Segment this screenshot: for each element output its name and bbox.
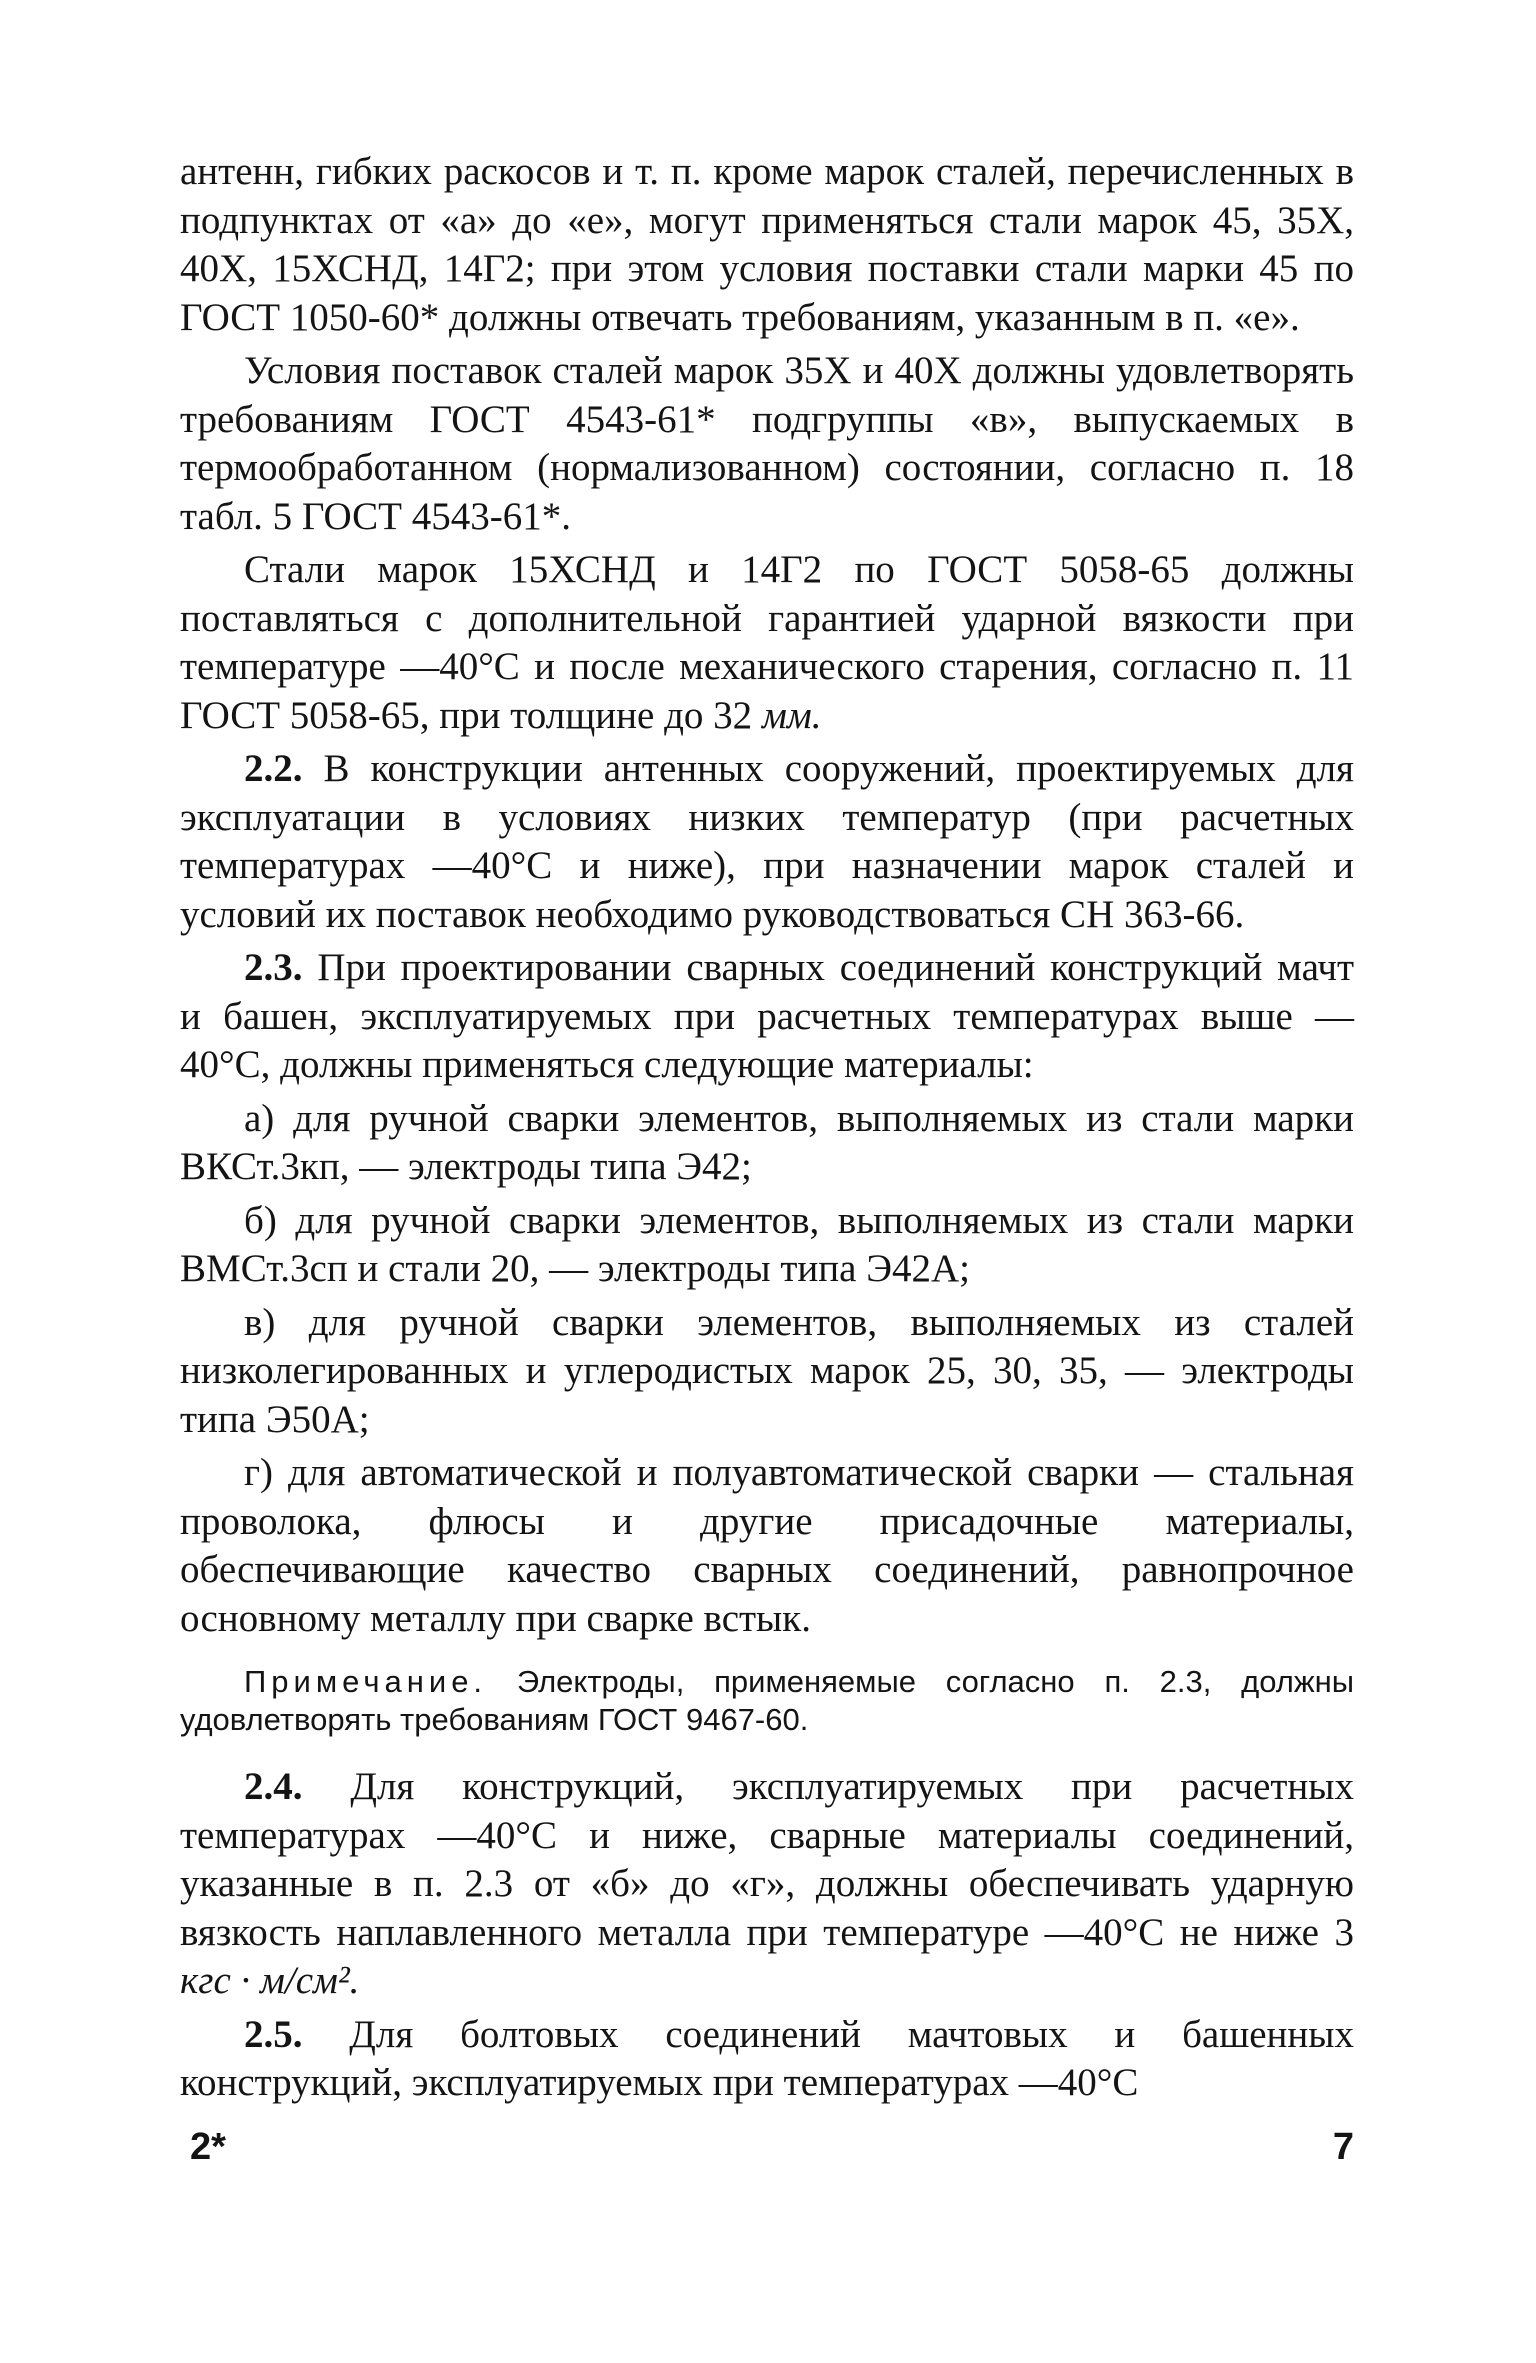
section-2-2-number: 2.2. (244, 747, 303, 790)
note (180, 1663, 1354, 1739)
list-item-g (180, 1449, 1354, 1643)
section-2-3-number: 2.3. (244, 946, 303, 989)
paragraph-steel-supply-conditions-text: Условия поставок сталей марок 35Х и 40Х должны удовлетворять требованиям ГОСТ 4543-61* подгруппы «в», выпускаемых в термообработанном (нормализованном) состоянии, согласно п. 18 табл. 5 ГОСТ 4543-61*. (180, 349, 1354, 538)
page-footer (180, 2126, 1354, 2174)
section-2-5-number: 2.5. (244, 2012, 303, 2056)
page-number: 7 (1332, 2126, 1354, 2168)
section-2-4 (180, 1763, 1354, 2006)
paragraph-continuation-text: антенн, гибких раскосов и т. п. кроме марок сталей, перечисленных в подпунктах от «а» до «е», могут применяться стали марок 45, 35Х, 40Х, 15ХСНД, 14Г2; при этом условия поставки стали марки 45 по ГОСТ 1050-60* должны отвечать требованиям, указанным в п. «е». (180, 150, 1354, 339)
list-item-a-text: а) для ручной сварки элементов, выполняемых из стали марки ВКСт.3кп, — электроды типа Э42; (180, 1096, 1354, 1188)
list-item-b (180, 1197, 1354, 1294)
unit-mm: мм. (761, 693, 822, 737)
paragraph-impact-toughness (180, 546, 1354, 740)
list-item-v (180, 1299, 1354, 1445)
section-2-5-text: Для болтовых соединений мачтовых и башенных конструкций, эксплуатируемых при температурах —40°С (180, 2012, 1355, 2104)
signature-mark: 2* (190, 2126, 226, 2168)
section-2-3-text: При проектировании сварных соединений конструкций мачт и башен, эксплуатируемых при расчетных температурах выше —40°С, должны применяться следующие материалы: (180, 946, 1355, 1086)
section-2-4-number: 2.4. (244, 1765, 303, 1808)
unit-kgs-m-cm2: кгс · м/см². (180, 1959, 360, 2002)
note-label: Примечание. (244, 1664, 488, 1699)
section-2-3 (180, 944, 1354, 1090)
list-item-b-text: б) для ручной сварки элементов, выполняемых из стали марки ВМСт.3сп и стали 20, — электроды типа Э42А; (180, 1198, 1354, 1290)
list-item-a (180, 1095, 1354, 1192)
section-2-2-text: В конструкции антенных сооружений, проектируемых для эксплуатации в условиях низких температур (при расчетных температурах —40°С и ниже), при назначении марок сталей и условий их поставок необходимо руководствоваться СН 363-66. (180, 747, 1354, 936)
list-item-v-text: в) для ручной сварки элементов, выполняемых из сталей низколегированных и углеродистых марок 25, 30, 35, — электроды типа Э50А; (180, 1300, 1354, 1441)
list-item-g-text: г) для автоматической и полуавтоматической сварки — стальная проволока, флюсы и другие присадочные материалы, обеспечивающие качество сварных соединений, равнопрочное основному металлу при сварке встык. (180, 1451, 1354, 1640)
section-2-5 (180, 2011, 1354, 2108)
section-2-2 (180, 745, 1354, 939)
paragraph-impact-toughness-text: Стали марок 15ХСНД и 14Г2 по ГОСТ 5058-65 должны поставляться с дополнительной гарантией ударной вязкости при температуре —40°С и после механического старения, согласно п. 11 ГОСТ 5058-65, при толщине до 32 (180, 548, 1354, 737)
paragraph-steel-supply-conditions (180, 347, 1354, 541)
note-text: Электроды, применяемые согласно п. 2.3, должны удовлетворять требованиям ГОСТ 9467-60. (180, 1664, 1354, 1737)
section-2-4-text: Для конструкций, эксплуатируемых при расчетных температурах —40°С и ниже, сварные материалы соединений, указанные в п. 2.3 от «б» до «г», должны обеспечивать ударную вязкость наплавленного металла при температуре —40°С не ниже 3 (180, 1765, 1354, 1954)
page-body (180, 148, 1354, 2108)
paragraph-continuation (180, 148, 1354, 342)
